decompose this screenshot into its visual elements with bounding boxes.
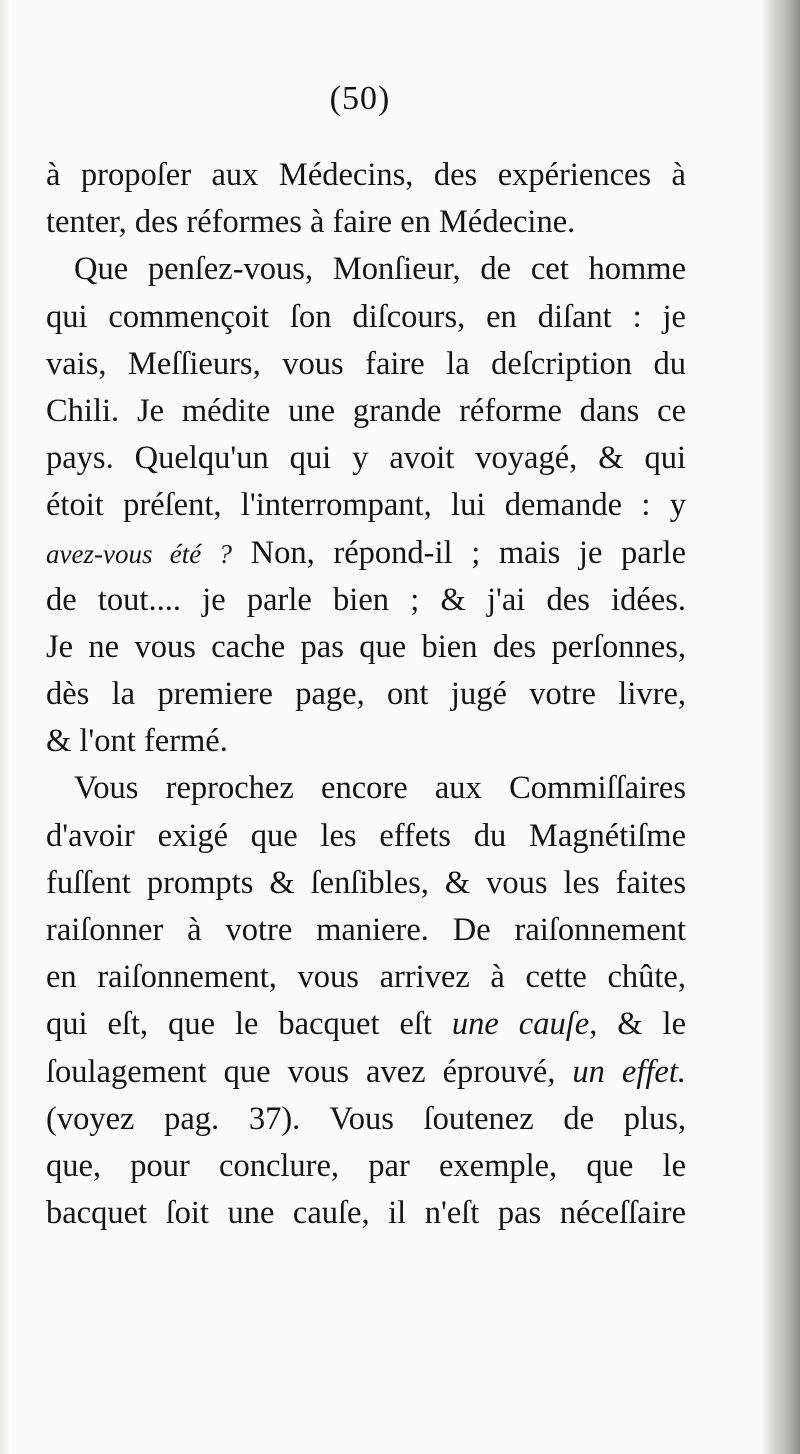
line-text: Chili. Je médite une grande réforme dans ce [46,392,686,429]
text-line [46,577,686,624]
italic-text: un effet. [572,1053,686,1090]
text-line [46,294,686,341]
text-line [46,813,686,860]
text-line [46,860,686,907]
page-binding-edge [760,0,800,1454]
text-line [46,246,686,293]
text-line [46,482,686,529]
line-text: Vous reprochez encore aux Commiſſaires [74,770,686,807]
text-line [46,954,686,1001]
line-text: , & le [589,1006,686,1043]
line-text: qui commençoit ſon diſcours, en diſant : je [46,298,686,335]
line-text: tenter, des réformes à faire en Médecine. [46,204,576,241]
line-text: à propoſer aux Médecins, des expériences à [46,157,686,193]
line-text: & l'ont fermé. [46,723,228,760]
line-text: Que penſez-vous, Monſieur, de cet homme [74,251,686,288]
line-text: de tout.... je parle bien ; & j'ai des idées. [46,581,686,618]
line-text: dès la premiere page, ont jugé votre livre, [46,676,686,713]
text-line [46,1143,686,1190]
line-text: en raiſonnement, vous arrivez à cette chûte, [46,959,686,996]
italic-text: une cauſe [451,1006,590,1043]
italic-text: avez-vous été ? [46,538,232,569]
line-text: fuſſent prompts & ſenſibles, & vous les faites [46,864,686,901]
page-left-shadow [0,0,10,1454]
line-text: étoit préſent, l'interrompant, lui demande : y [46,487,686,524]
line-text: que, pour conclure, par exemple, que le [46,1147,686,1184]
line-text: d'avoir exigé que les effets du Magnétiſme [46,817,686,854]
text-line [46,671,686,718]
line-text: qui eſt, que le bacquet eſt [46,1006,452,1043]
line-text: ſoulagement que vous avez éprouvé, [46,1053,573,1090]
line-text: Non, répond-il ; mais je parle [232,534,686,571]
text-line [46,1001,686,1048]
line-text: vais, Meſſieurs, vous faire la deſcription du [46,345,686,382]
text-line [46,765,686,812]
text-line [46,341,686,388]
text-line [46,199,686,246]
text-line [46,624,686,671]
text-line [46,435,686,482]
body-text [46,152,686,1237]
text-line [46,388,686,435]
text-line [46,1190,686,1237]
text-line [46,1096,686,1143]
page-number: (50) [329,80,391,117]
line-text: raiſonner à votre maniere. De raiſonnement [46,912,686,948]
line-text: (voyez pag. 37). Vous ſoutenez de plus, [46,1100,686,1137]
line-text: Je ne vous cache pas que bien des perſonnes, [46,628,686,665]
text-line [46,1049,686,1096]
text-line [46,718,686,765]
line-text: bacquet ſoit une cauſe, il n'eſt pas néceſſaire [46,1195,686,1232]
line-text: pays. Quelqu'un qui y avoit voyagé, & qui [46,440,686,477]
text-line [46,907,686,954]
text-line [46,530,686,577]
text-line [46,152,686,199]
